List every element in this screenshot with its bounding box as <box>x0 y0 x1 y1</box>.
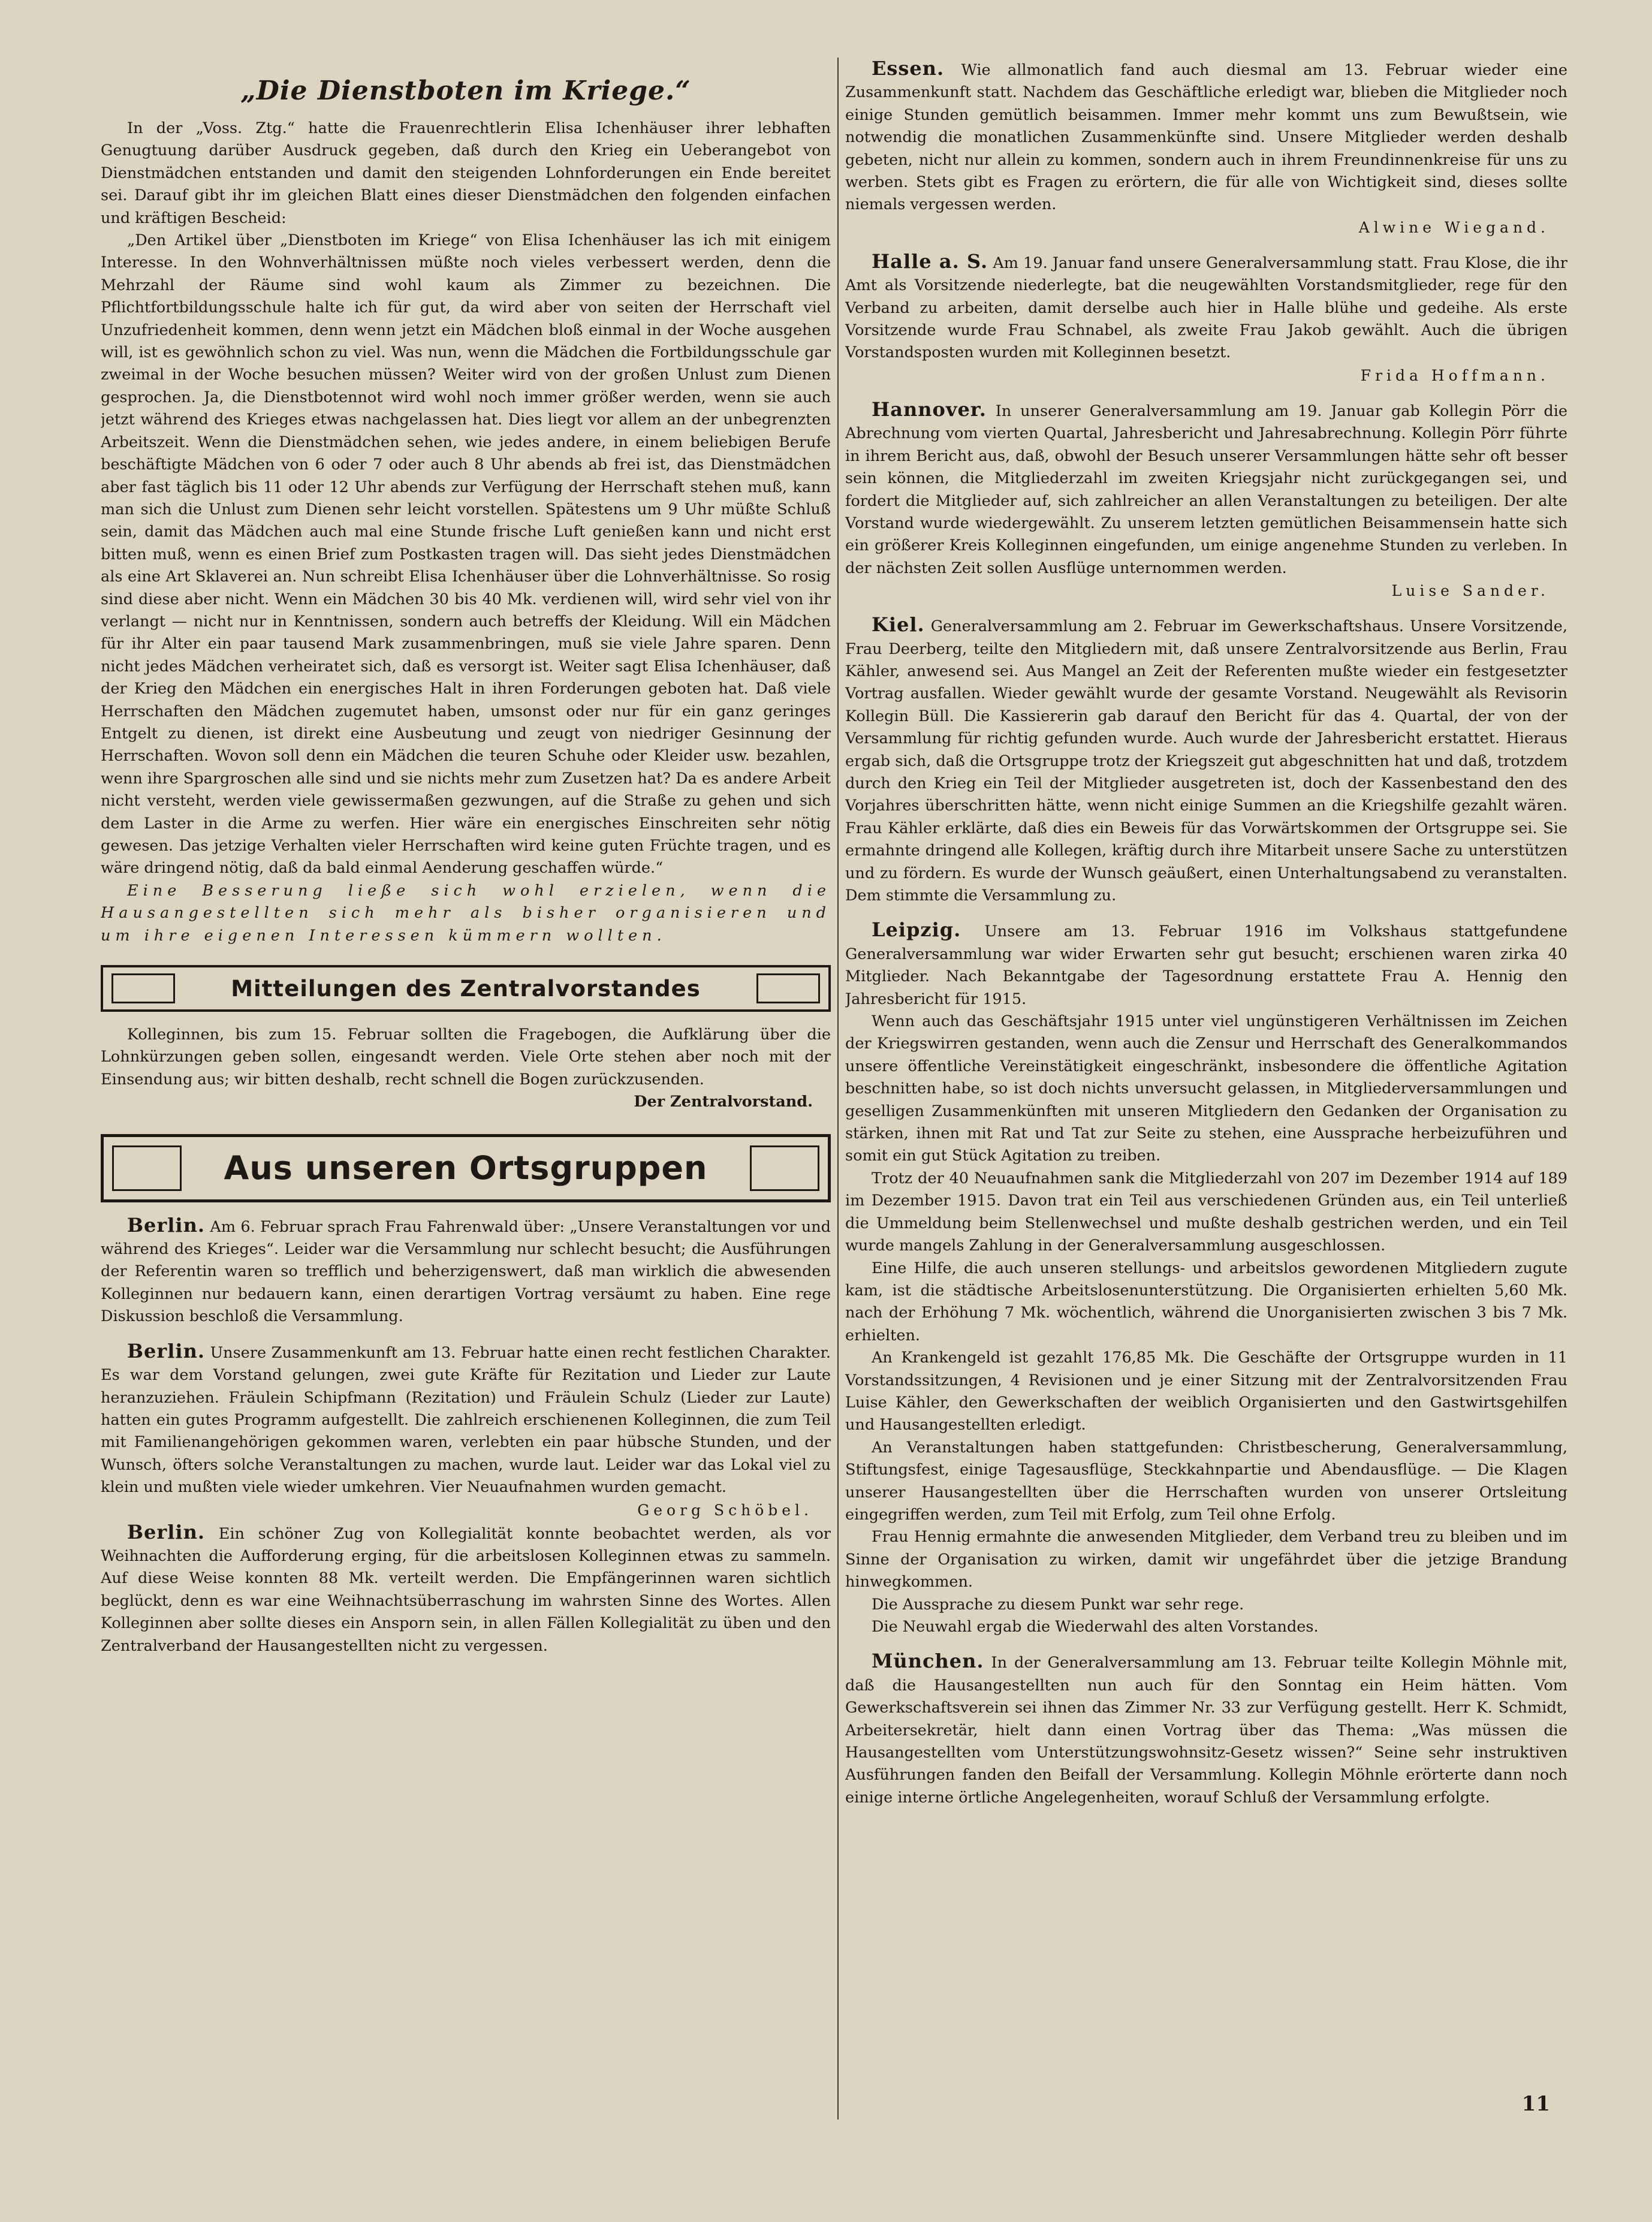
report-signature: Frida Hoffmann. <box>1360 366 1549 384</box>
ortsgruppen-header: Aus unseren Ortsgruppen <box>224 1149 708 1187</box>
mitteilungen-signature: Der Zentralvorstand. <box>634 1093 813 1111</box>
leipzig-paragraph: Eine Hilfe, die auch unseren stellungs- und arbeitslos gewordenen Mitgliedern zugute kam, ist die städtische Arbeitslosenunterstützung. Die Organisierten erhielten 5,60 Mk. nach der Erhöhung 7 Mk. wöchentlich, während die Unorganisierten zwischen 3 bis 7 Mk. erhielten. <box>845 1259 1567 1344</box>
report-hannover <box>845 399 1567 580</box>
leipzig-paragraph: Frau Hennig ermahnte die anwesenden Mitglieder, dem Verband treu zu bleiben und im Sinne der Organisation zu wirken, damit wir ungefährdet über die jetzige Brandung hinwegkommen. <box>845 1528 1567 1591</box>
report-text: Unsere am 13. Februar 1916 im Volkshaus stattgefundene Generalversammlung war wider Erwarten sehr gut besucht; erschienen waren zirka 40 Mitglieder. Nach Bekanntgabe der Tagesordnung erstattete Frau A. Hennig den Jahresbericht für 1915. <box>845 922 1567 1008</box>
mitteilungen-text: Kolleginnen, bis zum 15. Februar sollten die Fragebogen, die Aufklärung über die Lohnkürzungen geben sollen, eingesandt werden. Viele Orte stehen aber noch mit der Einsendung aus; wir bitten deshalb, recht schnell die Bogen zurückzusenden. <box>101 1026 831 1089</box>
right-column <box>845 58 1567 2167</box>
city-name: Essen. <box>872 58 945 80</box>
article-conclusion: Eine Besserung ließe sich wohl erzielen, wenn die Hausangestellten sich mehr als bisher organisieren und um ihre eigenen Interessen kümmern wollten. <box>101 881 831 945</box>
banner-left-box <box>111 973 175 1003</box>
report-berlin-2 <box>101 1340 831 1499</box>
report-leipzig <box>845 919 1567 1011</box>
city-name: Leipzig. <box>872 918 961 942</box>
city-name: München. <box>872 1650 984 1673</box>
leipzig-paragraph: An Krankengeld ist gezahlt 176,85 Mk. Die Geschäfte der Ortsgruppe wurden in 11 Vorstandssitzungen, 4 Revisionen und je einer Sitzung mit der Zentralvorsitzenden Frau Luise Kähler, den Gewerkschaften der weiblich Organisierten und den Gastwirtsgehilfen und Hausangestellten erledigt. <box>845 1349 1567 1434</box>
city-name: Berlin. <box>127 1213 205 1237</box>
article-intro: In der „Voss. Ztg.“ hatte die Frauenrechtlerin Elisa Ichenhäuser ihrer lebhaften Genugtuung darüber Ausdruck gegeben, daß durch den Krieg ein Ueberangebot von Dienstmädchen entstanden und damit den steigenden Lohnforderungen ein Ende bereitet sei. Darauf gibt ihr im gleichen Blatt eines dieser Dienstmädchen den folgenden einfachen und kräftigen Bescheid: <box>101 119 831 227</box>
city-name: Hannover. <box>872 397 987 421</box>
report-essen <box>845 58 1567 216</box>
report-text: Wie allmonatlich fand auch diesmal am 13. Februar wieder eine Zusammenkunft statt. Nachdem das Geschäftliche erledigt war, blieben die Mitglieder noch einige Stunden gemütlich beisammen. Immer mehr kommt uns zum Bewußtsein, wie notwendig die monatlichen Zusammenkünfte sind. Unsere Mitglieder werden deshalb gebeten, nicht nur allein zu kommen, sondern auch in ihrem Freundinnenkreise für uns zu werben. Stets gibt es Fragen zu erörtern, die für alle von Wichtigkeit sind, dieses sollte niemals vergessen werden. <box>845 61 1567 214</box>
report-muenchen <box>845 1650 1567 1809</box>
city-name: Halle a. S. <box>872 249 988 273</box>
city-name: Berlin. <box>127 1339 205 1362</box>
ortsgruppen-banner <box>101 1134 831 1202</box>
mitteilungen-banner <box>101 965 831 1012</box>
left-column <box>101 58 831 2167</box>
page-number: 11 <box>1521 2092 1550 2116</box>
leipzig-paragraph: Wenn auch das Geschäftsjahr 1915 unter viel ungünstigeren Verhältnissen im Zeichen der Kriegswirren gestanden, wenn auch die Zensur und Herrschaft des Generalkommandos unsere öffentliche Vereinstätigkeit eingeschränkt, insbesondere die öffentliche Agitation beschnitten habe, so ist doch nichts unversucht gelassen, in Mitgliederversammlungen und geselligen Zusammenkünften mit unseren Mitgliedern den Gedanken der Organisation zu stärken, ihnen mit Rat und Tat zur Seite zu stehen, eine Aussprache herbeizuführen und somit ein gut Stück Agitation zu treiben. <box>845 1012 1567 1165</box>
mitteilungen-header: Mitteilungen des Zentralvorstandes <box>231 975 701 1002</box>
city-name: Kiel. <box>872 613 925 637</box>
banner-left-box <box>112 1145 182 1191</box>
leipzig-paragraph: Die Neuwahl ergab die Wiederwahl des alten Vorstandes. <box>872 1618 1319 1636</box>
report-signature: Georg Schöbel. <box>637 1501 813 1519</box>
leipzig-paragraph: Trotz der 40 Neuaufnahmen sank die Mitgliederzahl von 207 im Dezember 1914 auf 189 im Dezember 1915. Davon trat ein Teil aus verschiedenen Gründen aus, ein Teil unterließ die Ummeldung beim Stellenwechsel und mußte deshalb gestrichen werden, und ein Teil wurde mangels Zahlung in der Generalversammlung ausgeschlossen. <box>845 1169 1567 1255</box>
report-text: In unserer Generalversammlung am 19. Januar gab Kollegin Pörr die Abrechnung vom vierten Quartal, Jahresbericht und Jahresabrechnung. Kollegin Pörr führte in ihrem Bericht aus, daß, obwohl der Besuch unserer Versammlungen hätte sehr oft besser sein können, die Mitgliederzahl im zweiten Kriegsjahr nicht zurückgegangen sei, und fordert die Mitglieder auf, sich zahlreicher an allen Veranstaltungen zu beteiligen. Der alte Vorstand wurde wiedergewählt. Zu unserem letzten gemütlichen Beisammensein hatte sich ein größerer Kreis Kolleginnen eingefunden, um einige angenehme Stunden zu verleben. In der nächsten Zeit sollen Ausflüge unternommen werden. <box>845 402 1567 577</box>
report-text: In der Generalversammlung am 13. Februar teilte Kollegin Möhnle mit, daß die Hausangestellten nun auch für den Sonntag ein Heim hätten. Vom Gewerkschaftsverein sei ihnen das Zimmer Nr. 33 zur Verfügung gestellt. Herr K. Schmidt, Arbeitersekretär, hielt dann einen Vortrag über das Thema: „Was müssen die Hausangestellten vom Unterstützungswohnsitz-Gesetz wissen?“ Seine sehr instruktiven Ausführungen fanden den Beifall der Versammlung. Kollegin Möhnle erörterte dann noch einige interne örtliche Angelegenheiten, worauf Schluß der Versammlung erfolgte. <box>845 1654 1567 1807</box>
report-text: Am 6. Februar sprach Frau Fahrenwald über: „Unsere Veranstaltungen vor und während des Krieges“. Leider war die Versammlung nur schlecht besucht; die Ausführungen der Referentin waren so trefflich und beherzigenswert, daß man wirklich die abwesenden Kolleginnen nur bedauern kann, einen derartigen Vortrag versäumt zu haben. Eine rege Diskussion beschloß die Versammlung. <box>101 1217 831 1326</box>
article-title: „Die Dienstboten im Kriege.“ <box>240 76 691 106</box>
report-text: Ein schöner Zug von Kollegialität konnte beobachtet werden, als vor Weihnachten die Aufforderung erging, für die arbeitslosen Kolleginnen etwas zu sammeln. Auf diese Weise konnten 88 Mk. verteilt werden. Die Empfängerinnen waren sichtlich beglückt, denn es war eine Weihnachtsüberraschung im wahrsten Sinne des Wortes. Allen Kolleginnen aber sollte dieses ein Ansporn sein, in allen Fällen Kollegialität zu üben und den Zentralverband der Hausangestellten nicht zu vergessen. <box>101 1524 831 1655</box>
article-letter: „Den Artikel über „Dienstboten im Kriege“ von Elisa Ichenhäuser las ich mit einigem Interesse. In den Wohnverhältnissen müßte noch vieles verbessert werden, denn die Mehrzahl der Räume sind wohl kaum als Zimmer zu bezeichnen. Die Pflichtfortbildungsschule halte ich für gut, da wird aber von seiten der Herrschaft viel Unzufriedenheit kommen, denn wenn jetzt ein Mädchen bloß einmal in der Woche ausgehen will, ist es gewöhnlich schon zu viel. Was nun, wenn die Mädchen die Fortbildungsschule gar zweimal in der Woche besuchen müssen? Weiter wird von der großen Unlust zum Dienen gesprochen. Ja, die Dienstbotennot wird wohl noch immer größer werden, wenn sie auch jetzt während des Krieges etwas nachgelassen hat. Dies liegt vor allem an der unbegrenzten Arbeitszeit. Wenn die Dienstmädchen sehen, wie jedes andere, in einem beliebigen Berufe beschäftigte Mädchen von 6 oder 7 oder auch 8 Uhr abends ab frei ist, das Dienstmädchen aber fast täglich bis 11 oder 12 Uhr abends zur Verfügung der Herrschaft stehen muß, kann man sich die Unlust zum Dienen sehr leicht vorstellen. Spätestens um 9 Uhr müßte Schluß sein, damit das Mädchen auch mal eine Stunde frische Luft genießen kann und nicht erst bitten muß, wenn es einen Brief zum Postkasten tragen will. Das sieht jedes Dienstmädchen als eine Art Sklaverei an. Nun schreibt Elisa Ichenhäuser über die Lohnverhältnisse. So rosig sind diese aber nicht. Wenn ein Mädchen 30 bis 40 Mk. verdienen will, wird sehr viel von ihr verlangt — nicht nur in Kenntnissen, sondern auch betreffs der Kleidung. Will ein Mädchen für ihr Alter ein paar tausend Mark zusammenbringen, muß sie viele Jahre sparen. Denn nicht jedes Mädchen verheiratet sich, daß es versorgt ist. Weiter sagt Elisa Ichenhäuser, daß der Krieg den Mädchen ein energisches Halt in ihren Forderungen geboten hat. Daß viele Herrschaften den Mädchen zugemutet haben, umsonst oder nur für ein ganz geringes Entgelt zu dienen, ist direkt eine Ausbeutung und zeugt von niedriger Gesinnung der Herrschaften. Wovon soll denn ein Mädchen die teuren Schuhe oder Kleider usw. bezahlen, wenn ihre Spargroschen alle sind und sie nichts mehr zum Zusetzen hat? Da es andere Arbeit nicht versteht, werden viele gewissermaßen gezwungen, auf die Straße zu gehen und sich dem Laster in die Arme zu werfen. Hier wäre ein energisches Einschreiten sehr nötig gewesen. Das jetzige Verhalten vieler Herrschaften wird keine guten Früchte tragen, und es wäre dringend nötig, daß da bald einmal Aenderung geschaffen würde.“ <box>101 231 831 878</box>
column-divider <box>837 58 839 2120</box>
report-berlin-1 <box>101 1214 831 1328</box>
report-signature: Alwine Wiegand. <box>1358 218 1549 236</box>
report-halle <box>845 251 1567 364</box>
leipzig-paragraph: An Veranstaltungen haben stattgefunden: Christbescherung, Generalversammlung, Stiftungsfest, einige Tagesausflüge, Steckkahnpartie und Abendausflüge. — Die Klagen unserer Hausangestellten über die Herrschaften wurden von unserer Ortsleitung eingegriffen werden, zum Teil mit Erfolg, zum Teil ohne Erfolg. <box>845 1438 1567 1524</box>
banner-right-box <box>756 973 820 1003</box>
city-name: Berlin. <box>127 1520 205 1543</box>
report-text: Generalversammlung am 2. Februar im Gewerkschaftshaus. Unsere Vorsitzende, Frau Deerberg, teilte den Mitgliedern mit, daß unsere Zentralvorsitzende aus Berlin, Frau Kähler, anwesend sei. Aus Mangel an Zeit der Referenten mußte wieder ein festgesetzter Vortrag ausfallen. Wieder gewählt wurde der gesamte Vorstand. Neugewählt als Revisorin Kollegin Büll. Die Kassiererin gab darauf den Bericht für das 4. Quartal, der von der Versammlung für richtig gefunden wurde. Auch wurde der Jahresbericht erstattet. Hieraus ergab sich, daß die Ortsgruppe trotz der Kriegszeit gut abgeschnitten hat und daß, trotzdem durch den Krieg ein Teil der Mitglieder ausgetreten ist, doch der Kassenbestand den des Vorjahres überschritten hätte, wenn nicht einige Summen an die Kriegshilfe gezahlt wären. Frau Kähler erklärte, daß dies ein Beweis für das Vorwärtskommen der Ortsgruppe sei. Sie ermahnte dringend alle Kollegen, kräftig durch ihre Mitarbeit unsere Sache zu unterstützen und zu fördern. Es wurde der Wunsch geäußert, einen Unterhaltungsabend zu veranstalten. Dem stimmte die Versammlung zu. <box>845 617 1567 905</box>
report-signature: Luise Sander. <box>1391 582 1549 600</box>
report-text: Am 19. Januar fand unsere Generalversammlung statt. Frau Klose, die ihr Amt als Vorsitzende niederlegte, bat die neugewählten Vorstandsmitglieder, rege für den Verband zu arbeiten, damit derselbe auch hier in Halle blühe und gedeihe. Als erste Vorsitzende wurde Frau Schnabel, als zweite Frau Jakob gewählt. Auch die übrigen Vorstandsposten wurden mit Kolleginnen besetzt. <box>845 254 1567 362</box>
report-berlin-3 <box>101 1521 831 1657</box>
report-text: Unsere Zusammenkunft am 13. Februar hatte einen recht festlichen Charakter. Es war dem Vorstand gelungen, zwei gute Kräfte für Rezitation und Lieder zur Laute heranzuziehen. Fräulein Schipfmann (Rezitation) und Fräulein Schulz (Lieder zur Laute) hatten ein gutes Programm aufgestellt. Die zahlreich erschienenen Kolleginnen, die zum Teil mit Familienangehörigen gekommen waren, verlebten ein paar hübsche Stunden, und der Wunsch, öfters solche Veranstaltungen zu machen, wurde laut. Leider war das Lokal viel zu klein und mußten viele wieder umkehren. Vier Neuaufnahmen wurden gemacht. <box>101 1343 831 1497</box>
banner-right-box <box>750 1145 819 1191</box>
leipzig-paragraph: Die Aussprache zu diesem Punkt war sehr rege. <box>872 1595 1244 1614</box>
report-kiel <box>845 614 1567 907</box>
